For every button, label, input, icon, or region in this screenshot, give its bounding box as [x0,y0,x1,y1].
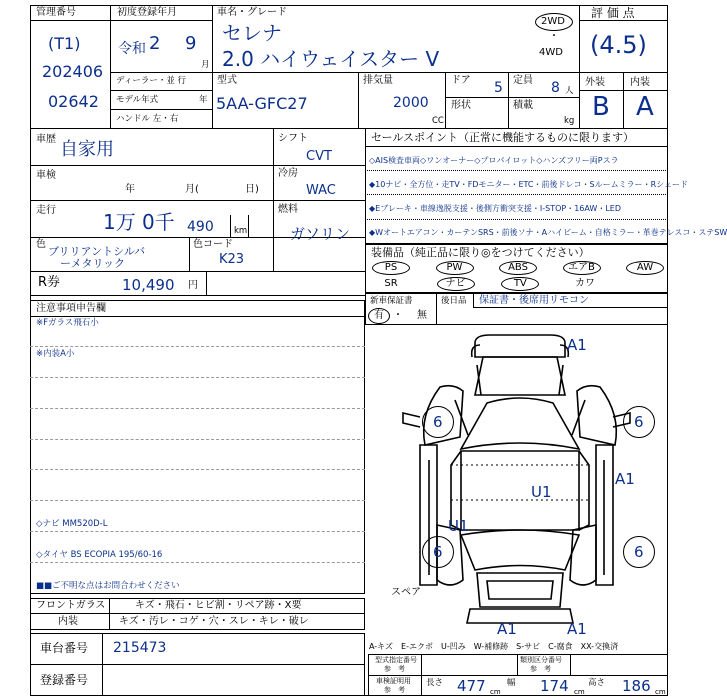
teiin-label: 定員 [513,75,533,86]
nagasa: 477 [457,677,486,695]
shodo-year: 2 [149,33,161,54]
gaiso: B [592,92,610,122]
era: 令和 [118,41,146,57]
kanri-top: (T1) [48,34,81,53]
kanri-mid: 202406 [42,62,104,81]
atohin-label: 後日品 [441,296,467,306]
mark-rear-left: A1 [497,620,517,638]
mark-tire-rl: 6 [433,543,443,561]
sekisai-label: 積載 [513,100,533,111]
shodo-label: 初度登録年月 [117,7,177,18]
soko-rest: 490 [187,219,214,235]
warranty-dot: ・ [393,310,403,321]
mark-roof-center: U1 [531,483,552,501]
reibo: WAC [306,183,336,198]
keijo-label: 形状 [451,100,471,111]
grade: 2.0 ハイウェイスター V [222,47,440,71]
takasa-unit: cm [655,688,666,696]
shadai-label: 車台番号 [40,641,89,655]
iro-label: 色 [36,239,46,250]
haba-label: 幅 [507,678,516,688]
month-unit: 月 [201,60,210,70]
mark-rear-right: A1 [567,620,587,638]
soko-label: 走行 [36,205,56,216]
rken-label: R券 [38,275,61,290]
shadai: 215473 [113,640,167,656]
drive-4wd: 4WD [539,47,563,58]
kanri-label: 管理番号 [36,7,76,18]
equip-pw: PW [436,261,474,275]
naiso-grade: A [636,92,654,122]
warranty-yes: 有 [374,310,384,321]
warranty-label: 新車保証書 [370,296,413,306]
front-glass-opts: キズ・飛石・ヒビ割・リペア跡・X要 [135,600,302,611]
mark-tire-fr: 6 [634,413,644,431]
hyoka-label: 評 価 点 [591,6,635,20]
equip-tv: TV [501,277,539,291]
notes-row [30,563,365,578]
ruibetsu-label: 類別区分番号 [520,656,562,664]
shaken-nen: 年 [125,184,135,195]
soko-unit: km [234,226,248,236]
sales-title: セールスポイント（正常に機能するものに限ります） [371,131,635,144]
shodo-month: 9 [185,33,197,54]
equipment-row-1 [372,261,664,275]
interior-opts: キズ・汚レ・コゲ・穴・スレ・キレ・破レ [119,616,309,627]
notes-row [30,455,365,470]
notes-row [30,393,365,408]
drive-dot: ・ [549,31,559,42]
front-glass-label: フロントガラス [36,600,106,611]
equip-kawa: カワ [574,278,595,289]
haiki: 2000 [393,95,429,111]
nagasa-unit: cm [490,688,501,696]
haba: 174 [540,677,569,695]
name-label: 車名・グレード [217,7,287,18]
sales-line-0: ◇AIS検査車両◇ワンオーナー◇プロパイロット◇ハンズフリー両Pスラ [369,156,619,165]
iro-code-label: 色コード [193,239,233,250]
soko-sen: 0千 [142,210,175,234]
notes-line: ◇タイヤ BS ECOPIA 195/60-16 [36,549,163,560]
notes-row [30,331,365,346]
takasa-label: 高さ [588,678,606,688]
equip-ps: PS [372,261,410,275]
ruibetsu-ref: 参 考 [530,665,551,673]
mark-tire-fl: 6 [433,413,443,431]
notes-row [30,501,365,516]
notes-line: ◇ナビ MM520D-L [36,518,108,529]
naiso-label-hd: 内装 [630,77,650,88]
haiki-unit: CC [432,116,444,126]
notes-row [30,517,365,532]
notes-lines [30,316,365,594]
equip-navi: ナビ [437,277,475,291]
door-label: ドア [451,75,471,86]
mark-right-side: A1 [615,470,635,488]
model-year-label: モデル年式 [116,95,159,105]
sales-line-2: ◆Eブレーキ・車線逸脱支援・後側方衝突支援・I-STOP・16AW・LED [369,204,622,213]
equip-aw: AW [626,261,664,275]
door: 5 [494,80,503,96]
equip-sr: SR [384,278,398,289]
interior-label: 内装 [58,616,78,627]
shareki-label: 車歴 [36,134,56,145]
equipment-row-2 [372,277,604,291]
teiin-unit: 人 [565,86,574,96]
notes-row [30,486,365,501]
iro-code: K23 [219,252,245,267]
shitei-ref: 参 考 [384,665,405,673]
notes-row [30,347,365,362]
drive-2wd: 2WD [541,16,565,27]
rken: 10,490 [122,276,175,294]
sales-line-1: ◆10ナビ・全方位・走TV・FDモニター・ETC・前後ドレコ・Sルームミラー・Rシェード [369,180,688,189]
atohin: 保証書・後席用リモコン [479,295,589,306]
mark-left-side: U1 [448,517,469,535]
shift: CVT [306,149,332,164]
notes-title: 注意事項申告欄 [36,303,106,314]
mark-tire-rr: 6 [634,543,644,561]
shareki: 自家用 [60,139,114,160]
iro-line2: ーメタリック [60,257,126,270]
haba-unit: cm [574,688,585,696]
soko-man: 1万 [103,210,136,234]
takasa: 186 [622,677,651,695]
kanri-bot: 02642 [48,92,99,111]
notes-line: ※内装A小 [36,348,75,359]
shaken-hi: 日) [245,184,259,195]
nenryo: ガソリン [290,225,351,243]
model-year-unit: 年 [199,95,208,105]
spare-label: スペア [391,587,421,598]
notes-row [30,579,365,594]
notes-row [30,316,365,331]
katashiki-label: 型式 [217,75,237,86]
equipment-title: 装備品（純正品に限り◎をつけてください） [371,246,590,259]
shift-label: シフト [278,133,308,144]
shaken-label: 車検 [36,170,56,181]
shomei-ref: 参 考 [384,686,405,694]
notes-row [30,409,365,424]
reibo-label: 冷房 [278,168,298,179]
nagasa-label: 長さ [426,678,444,688]
iro-line1: ブリリアントシルバ [48,245,146,258]
sales-line-3: ◆Wオートエアコン・カーテンSRS・前後ソナ・Aハイビーム・自格ミラー・革巻テレスコ・ステSW [369,228,727,237]
nenryo-label: 燃料 [278,204,298,215]
notes-row [30,532,365,547]
legend: A-キズ E-エクボ U-凹み W-補修跡 S-サビ C-腐食 XX-交換済 [369,642,619,651]
notes-row [30,548,365,563]
teiin: 8 [551,80,560,96]
warranty-no: 無 [417,310,427,321]
toroku-label: 登録番号 [40,673,89,687]
hyoka: (4.5) [590,31,647,59]
equip-abs: ABS [499,261,537,275]
car-name: セレナ [222,21,282,45]
handle-label: ハンドル 左・右 [116,114,179,124]
notes-row [30,440,365,455]
shitei-label: 型式指定番号 [375,656,417,664]
notes-row [30,362,365,377]
sekisai-unit: kg [564,116,575,126]
notes-row [30,378,365,393]
shomei-label: 車検証明用 [376,677,411,685]
katashiki: 5AA-GFC27 [216,94,308,113]
equip-airbag: エアB [563,261,601,275]
notes-line: ■■ご不明な点はお問合わせください [36,580,180,591]
gaiso-label: 外装 [585,77,605,88]
haiki-label: 排気量 [363,75,393,86]
notes-row [30,470,365,485]
shaken-tsuki: 月( [185,184,199,195]
notes-row [30,424,365,439]
dealer-label: ディーラー・並 行 [116,76,187,86]
mark-roof-front: A1 [567,336,587,354]
notes-line: ※Fガラス飛石小 [36,318,99,328]
rken-unit: 円 [188,280,198,291]
